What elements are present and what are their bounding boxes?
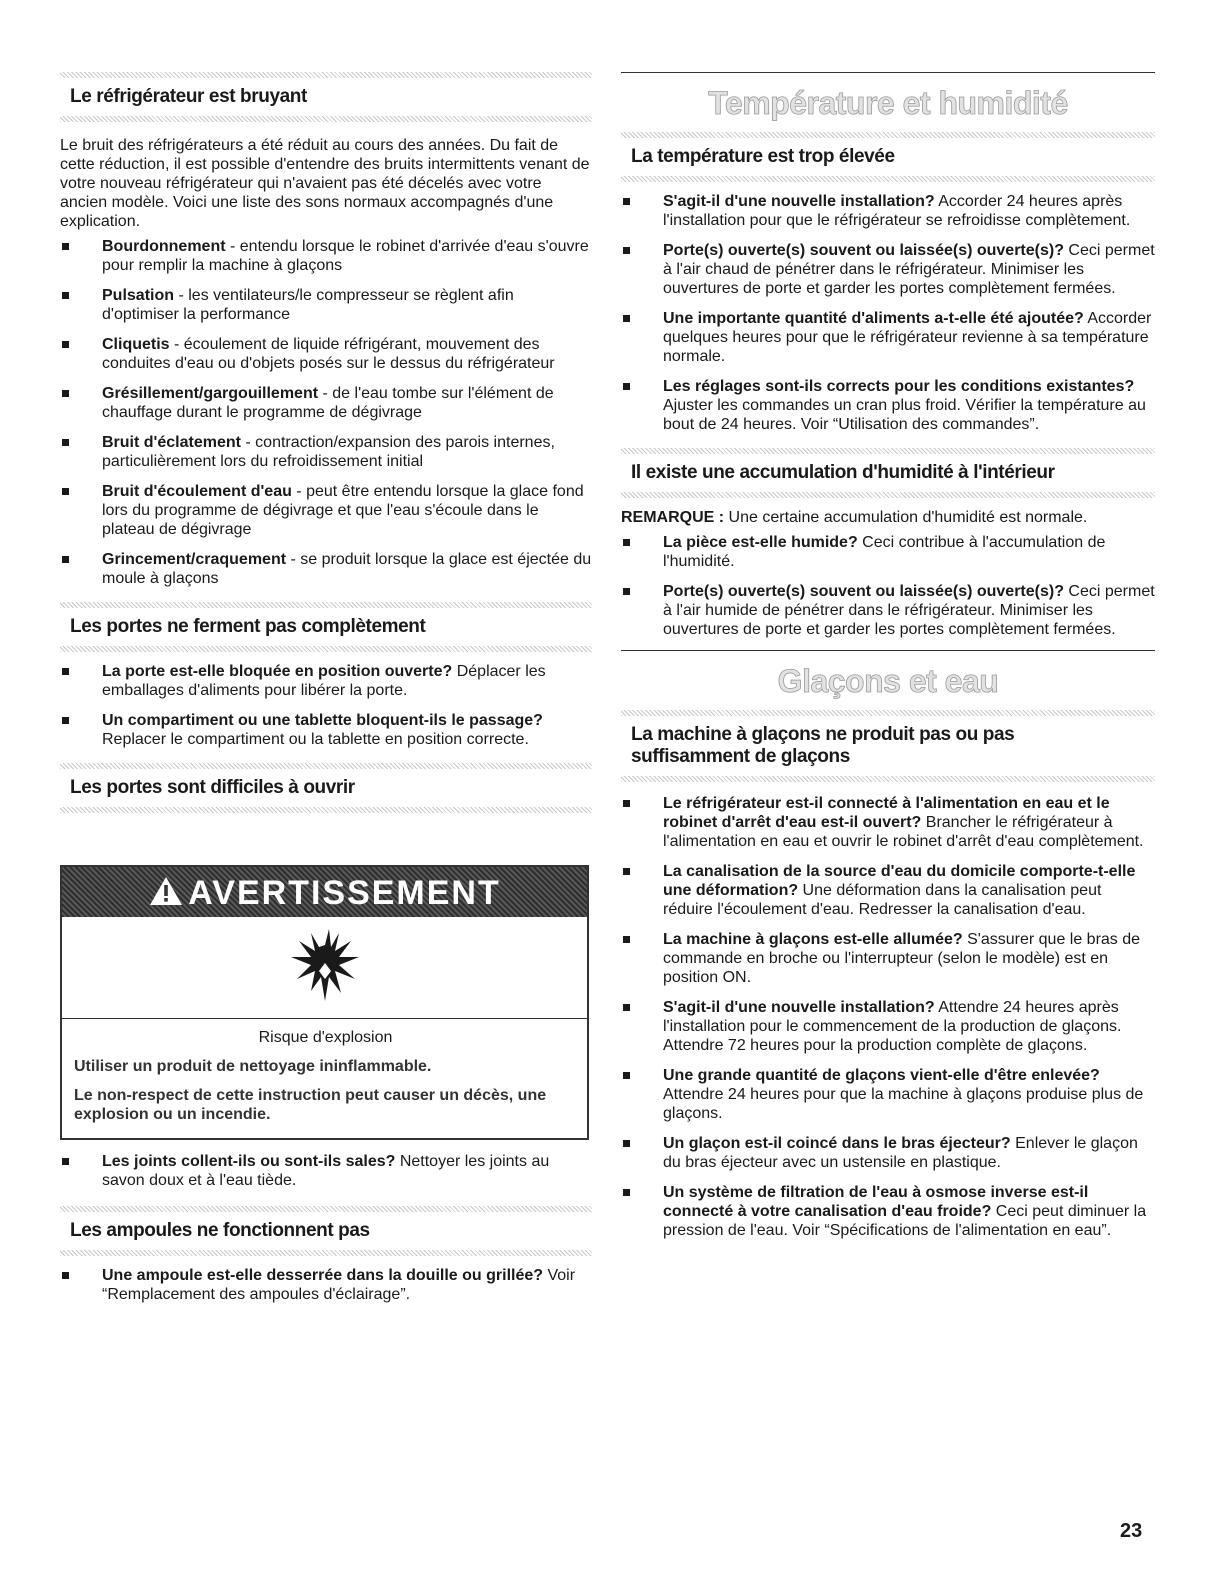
item-term: Un compartiment ou une tablette bloquent-ils le passage?	[102, 712, 543, 729]
item-text: - contraction/expansion des parois internes, particulièrement lors du refroidissement initial	[102, 434, 555, 470]
list-item	[60, 1266, 592, 1304]
item-text: Ceci contribue à l'accumulation de l'humidité.	[663, 534, 1106, 570]
item-text: - entendu lorsque le robinet d'arrivée d'eau s'ouvre pour remplir la machine à glaçons	[102, 238, 589, 274]
list-item	[60, 384, 592, 422]
item-text: - peut être entendu lorsque la glace fond lors du programme de dégivrage et que l'eau s'écoule dans le plateau de dégivrage	[102, 483, 584, 538]
item-term: Porte(s) ouverte(s) souvent ou laissée(s) ouverte(s)?	[663, 583, 1064, 600]
section-heading: Le réfrigérateur est bruyant	[70, 86, 307, 107]
item-text: - de l'eau tombe sur l'élément de chauffage durant le programme de dégivrage	[102, 385, 554, 421]
divider	[60, 807, 592, 813]
warning-box	[60, 865, 589, 1140]
item-term: La machine à glaçons est-elle allumée?	[663, 931, 963, 948]
noise-section	[60, 72, 592, 588]
item-term: Pulsation	[102, 287, 175, 304]
list-item	[621, 1134, 1155, 1172]
page-number: 23	[1120, 1520, 1143, 1542]
list-item	[621, 1183, 1155, 1240]
ice-water-section	[621, 650, 1155, 1240]
warning-body	[62, 1019, 587, 1138]
item-term: Une importante quantité d'aliments a-t-elle été ajoutée?	[663, 310, 1084, 327]
section-heading: Les portes sont difficiles à ouvrir	[70, 777, 355, 798]
list-item	[60, 550, 592, 588]
item-term: S'agit-il d'une nouvelle installation?	[663, 193, 935, 210]
bullet-list	[621, 794, 1155, 1240]
item-text: Attendre 24 heures pour que la machine à glaçons produise plus de glaçons.	[663, 1086, 1144, 1122]
warning-line: Le non-respect de cette instruction peut causer un décès, une explosion ou un incendie.	[74, 1087, 547, 1123]
item-text: Accorder quelques heures pour que le réfrigérateur revienne à sa température normale.	[663, 310, 1152, 365]
section-title-rule	[621, 72, 1155, 132]
item-text: Une déformation dans la canalisation peut réduire l'écoulement d'eau. Redresser la canalisation d'eau.	[663, 882, 1102, 918]
item-text: - écoulement de liquide réfrigérant, mouvement des conduites d'eau ou d'objets posés sur le dessus du réfrigérateur	[102, 336, 555, 372]
bulbs-section	[60, 1206, 592, 1304]
list-item	[60, 711, 592, 749]
warning-triangle-icon	[148, 875, 184, 916]
section-heading: Les portes ne ferment pas complètement	[70, 616, 426, 637]
item-term: Grincement/craquement	[102, 551, 287, 568]
item-term: Bourdonnement	[102, 238, 226, 255]
section-heading: La machine à glaçons ne produit pas ou pas suffisamment de glaçons	[631, 724, 1015, 767]
section-title: Température et humidité	[708, 85, 1068, 121]
list-item	[621, 862, 1155, 919]
list-item	[60, 286, 592, 324]
list-item	[621, 309, 1155, 366]
temperature-section	[621, 72, 1155, 639]
section-title-rule	[621, 650, 1155, 710]
list-item	[621, 998, 1155, 1055]
item-text: Voir “Remplacement des ampoules d'éclairage”.	[102, 1267, 576, 1303]
item-term: Les joints collent-ils ou sont-ils sales?	[102, 1153, 396, 1170]
warning-line: Utiliser un produit de nettoyage ininflammable.	[74, 1058, 432, 1075]
item-term: Cliquetis	[102, 336, 170, 353]
item-term: Bruit d'éclatement	[102, 434, 241, 451]
warning-title: AVERTISSEMENT	[188, 874, 501, 912]
item-term: Un glaçon est-il coincé dans le bras éjecteur?	[663, 1135, 1011, 1152]
explosion-icon	[62, 917, 587, 1019]
note-text: Une certaine accumulation d'humidité est normale.	[724, 509, 1088, 526]
divider	[60, 116, 592, 122]
item-term: La porte est-elle bloquée en position ouverte?	[102, 663, 453, 680]
divider	[621, 776, 1155, 782]
item-text: Enlever le glaçon du bras éjecteur avec un ustensile en plastique.	[663, 1135, 1138, 1171]
item-term: Bruit d'écoulement d'eau	[102, 483, 292, 500]
item-text: Déplacer les emballages d'aliments pour libérer la porte.	[102, 663, 546, 699]
warning-risk: Risque d'explosion	[258, 1029, 393, 1046]
note-label: REMARQUE :	[621, 509, 725, 526]
item-text: Brancher le réfrigérateur à l'alimentation en eau et ouvrir le robinet d'arrêt d'eau complètement.	[663, 814, 1144, 850]
divider	[60, 1250, 592, 1256]
bullet-list	[60, 1152, 592, 1190]
item-term: Un système de filtration de l'eau à osmose inverse est-il connecté à votre canalisation d'eau froide?	[663, 1184, 1089, 1220]
item-term: La canalisation de la source d'eau du domicile comporte-t-elle une déformation?	[663, 863, 1136, 899]
item-term: Le réfrigérateur est-il connecté à l'alimentation en eau et le robinet d'arrêt d'eau est-il ouvert?	[663, 795, 1110, 831]
divider	[621, 176, 1155, 182]
item-text: Ajuster les commandes un cran plus froid. Vérifier la température au bout de 24 heures. Voir “Utilisation des commandes”.	[663, 397, 1146, 433]
list-item	[60, 482, 592, 539]
item-text: Accorder 24 heures après l'installation pour que le réfrigérateur se refroidisse complètement.	[663, 193, 1131, 229]
doors-close-section	[60, 602, 592, 749]
item-text: Ceci permet à l'air humide de pénétrer dans le réfrigérateur. Minimiser les ouvertures de porte et garder les portes complètement fermées.	[663, 583, 1155, 638]
item-text: Replacer le compartiment ou la tablette en position correcte.	[102, 731, 529, 748]
list-item	[621, 1066, 1155, 1123]
list-item	[60, 662, 592, 700]
item-term: Porte(s) ouverte(s) souvent ou laissée(s) ouverte(s)?	[663, 242, 1064, 259]
section-heading: Il existe une accumulation d'humidité à l'intérieur	[631, 462, 1055, 483]
left-column	[60, 0, 592, 1315]
item-term: La pièce est-elle humide?	[663, 534, 858, 551]
item-text: Ceci peut diminuer la pression de l'eau. Voir “Spécifications de l'alimentation en eau”.	[663, 1203, 1147, 1239]
item-text: Ceci permet à l'air chaud de pénétrer dans le réfrigérateur. Minimiser les ouvertures de porte et garder les portes complètement fermées.	[663, 242, 1155, 297]
bullet-list	[60, 662, 592, 749]
list-item	[621, 582, 1155, 639]
bullet-list	[621, 533, 1155, 639]
right-column	[621, 0, 1155, 1251]
section-title: Glaçons et eau	[777, 663, 999, 699]
list-item	[60, 433, 592, 471]
item-text: - les ventilateurs/le compresseur se règlent afin d'optimiser la performance	[102, 287, 514, 323]
divider	[60, 646, 592, 652]
bullet-list	[60, 1266, 592, 1304]
list-item	[621, 192, 1155, 230]
note-paragraph	[621, 508, 1155, 527]
divider	[621, 492, 1155, 498]
item-term: Les réglages sont-ils corrects pour les conditions existantes?	[663, 378, 1135, 395]
intro-paragraph: Le bruit des réfrigérateurs a été réduit au cours des années. Du fait de cette réduction, il est possible d'entendre des bruits intermittents venant de votre nouveau réfrigérateur qui n'avaient pas été décelés avec votre ancien modèle. Voici une liste des sons normaux accompagnés d'une explication.	[60, 137, 590, 230]
list-item	[60, 1152, 592, 1190]
item-term: Une grande quantité de glaçons vient-elle d'être enlevée?	[663, 1067, 1100, 1084]
warning-header	[62, 867, 587, 917]
item-text: Attendre 24 heures après l'installation pour le commencement de la production de glaçons. Attendre 72 heures pour la production complète de glaçons.	[663, 999, 1122, 1054]
item-text: - se produit lorsque la glace est éjectée du moule à glaçons	[102, 551, 592, 587]
item-term: S'agit-il d'une nouvelle installation?	[663, 999, 935, 1016]
list-item	[621, 241, 1155, 298]
section-heading: La température est trop élevée	[631, 146, 895, 167]
list-item	[621, 533, 1155, 571]
section-heading: Les ampoules ne fonctionnent pas	[70, 1220, 370, 1241]
list-item	[621, 930, 1155, 987]
item-text: S'assurer que le bras de commande en broche ou l'interrupteur (selon le modèle) est en position ON.	[663, 931, 1141, 986]
bullet-list	[60, 237, 592, 588]
item-text: Nettoyer les joints au savon doux et à l'eau tiède.	[102, 1153, 550, 1189]
list-item	[621, 377, 1155, 434]
list-item	[60, 335, 592, 373]
item-term: Une ampoule est-elle desserrée dans la douille ou grillée?	[102, 1267, 544, 1284]
list-item	[621, 794, 1155, 851]
list-item	[60, 237, 592, 275]
bullet-list	[621, 192, 1155, 434]
doors-open-section	[60, 763, 592, 1190]
item-term: Grésillement/gargouillement	[102, 385, 319, 402]
